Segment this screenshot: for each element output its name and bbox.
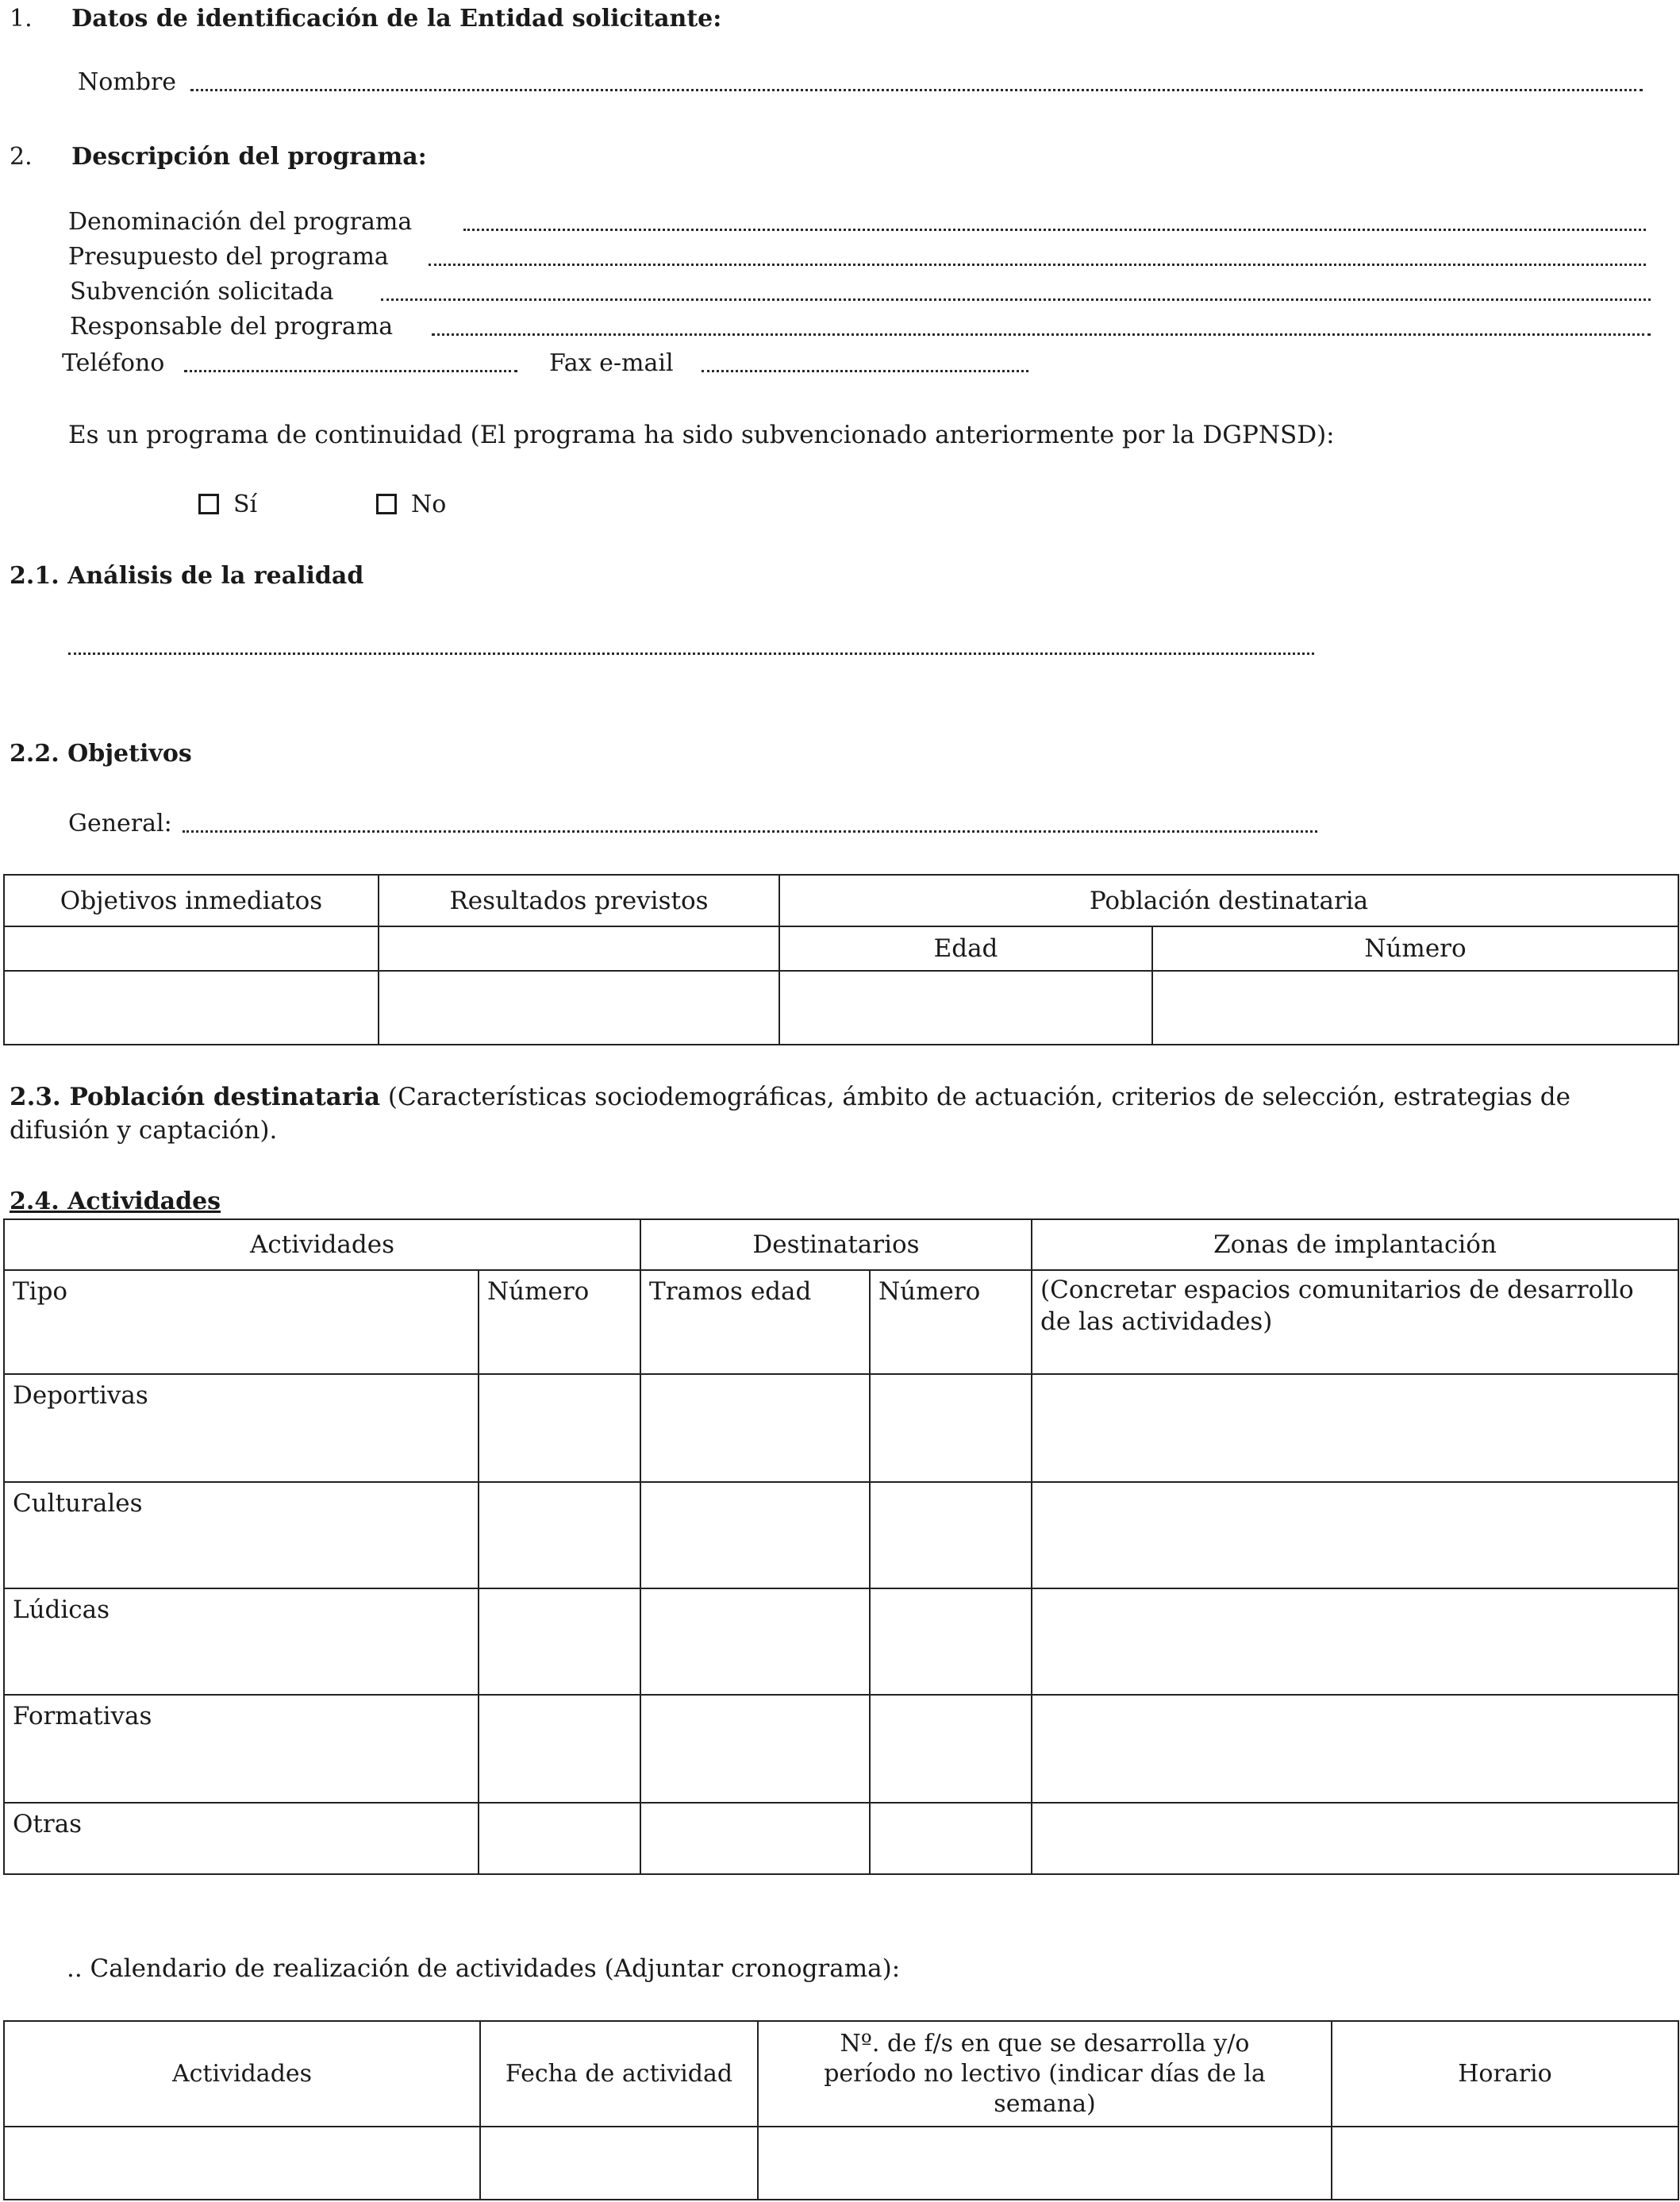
general-field[interactable]	[183, 830, 1317, 833]
subheader-numero: Número	[1152, 926, 1678, 971]
calendario-table	[3, 2020, 1679, 2200]
nombre-field[interactable]	[190, 89, 1643, 91]
telefono-field[interactable]	[184, 370, 517, 372]
section-2-2-title: 2.2. Objetivos	[10, 740, 192, 768]
header-numero-fs: Nº. de f/s en que se desarrolla y/o período no lectivo (indicar días de la semana)	[758, 2021, 1332, 2127]
section-2-3-line1	[10, 1083, 1570, 1111]
section-2-4-title: 2.4. Actividades	[10, 1188, 221, 1215]
section-2-3-text: (Características sociodemográficas, ámbito de actuación, criterios de selección, estrategias de	[387, 1083, 1570, 1111]
header-objetivos-inmediatos: Objetivos inmediatos	[4, 875, 379, 926]
presupuesto-label: Presupuesto del programa	[68, 243, 389, 271]
fax-email-field[interactable]	[702, 370, 1028, 372]
table-cell[interactable]	[870, 1803, 1032, 1874]
option-no[interactable]	[376, 491, 446, 518]
objetivos-table	[3, 874, 1679, 1045]
table-cell[interactable]	[1032, 1588, 1678, 1695]
table-cell[interactable]	[480, 2127, 758, 2200]
header-actividades: Actividades	[4, 1219, 640, 1270]
row-label-ludicas: Lúdicas	[4, 1588, 479, 1695]
subheader-numero: Número	[479, 1270, 640, 1374]
actividades-table	[3, 1218, 1679, 1875]
table-cell[interactable]	[758, 2127, 1332, 2200]
section-number: 2.	[10, 143, 33, 171]
header-resultados-previstos: Resultados previstos	[379, 875, 779, 926]
section-2-3-title: 2.3. Población destinataria	[10, 1083, 381, 1111]
telefono-label: Teléfono	[62, 349, 165, 377]
table-cell[interactable]	[779, 971, 1152, 1045]
general-label: General:	[68, 810, 172, 837]
nombre-label: Nombre	[78, 68, 177, 96]
subheader-zonas-note: (Concretar espacios comunitarios de desarrollo de las actividades)	[1032, 1270, 1678, 1374]
table-cell[interactable]	[1032, 1374, 1678, 1482]
header-fecha-actividad: Fecha de actividad	[480, 2021, 758, 2127]
table-cell[interactable]	[1032, 1482, 1678, 1588]
option-si-label: Sí	[233, 491, 258, 518]
subheader-tramos-edad: Tramos edad	[640, 1270, 870, 1374]
section-2-1-title: 2.1. Análisis de la realidad	[10, 562, 364, 590]
table-cell[interactable]	[1032, 1695, 1678, 1803]
calendario-title: .. Calendario de realización de actividades (Adjuntar cronograma):	[67, 1954, 901, 1983]
option-si[interactable]	[198, 491, 257, 518]
table-cell[interactable]	[640, 1803, 870, 1874]
section-2-heading	[10, 143, 427, 171]
row-label-formativas: Formativas	[4, 1695, 479, 1803]
denominacion-label: Denominación del programa	[68, 208, 413, 236]
header-horario: Horario	[1332, 2021, 1678, 2127]
row-label-otras: Otras	[4, 1803, 479, 1874]
table-cell[interactable]	[640, 1482, 870, 1588]
table-cell[interactable]	[4, 2127, 480, 2200]
table-cell[interactable]	[640, 1695, 870, 1803]
fax-email-label: Fax e-mail	[549, 349, 674, 377]
subheader-tipo: Tipo	[4, 1270, 479, 1374]
row-label-deportivas: Deportivas	[4, 1374, 479, 1482]
table-cell[interactable]	[1152, 971, 1678, 1045]
table-cell[interactable]	[479, 1803, 640, 1874]
header-actividades: Actividades	[4, 2021, 480, 2127]
header-zonas: Zonas de implantación	[1032, 1219, 1678, 1270]
table-cell[interactable]	[870, 1588, 1032, 1695]
table-cell[interactable]	[640, 1588, 870, 1695]
table-cell[interactable]	[4, 971, 379, 1045]
checkbox-no[interactable]	[376, 494, 397, 514]
denominacion-field[interactable]	[463, 229, 1646, 231]
table-cell[interactable]	[870, 1695, 1032, 1803]
responsable-label: Responsable del programa	[70, 313, 394, 341]
table-cell[interactable]	[1332, 2127, 1678, 2200]
subvencion-label: Subvención solicitada	[70, 278, 334, 306]
analisis-field[interactable]	[68, 653, 1314, 655]
header-destinatarios: Destinatarios	[640, 1219, 1032, 1270]
section-number: 1.	[10, 5, 33, 33]
table-cell[interactable]	[479, 1695, 640, 1803]
row-label-culturales: Culturales	[4, 1482, 479, 1588]
responsable-field[interactable]	[432, 333, 1651, 336]
table-cell[interactable]	[379, 926, 779, 971]
subheader-numero-destinatarios: Número	[870, 1270, 1032, 1374]
table-cell[interactable]	[870, 1482, 1032, 1588]
checkbox-si[interactable]	[198, 494, 219, 514]
table-cell[interactable]	[479, 1588, 640, 1695]
continuidad-question: Es un programa de continuidad (El programa ha sido subvencionado anteriormente por la DGPNSD):	[68, 421, 1335, 449]
subvencion-field[interactable]	[381, 298, 1651, 301]
section-1-heading	[10, 5, 721, 33]
section-title: Datos de identificación de la Entidad solicitante:	[71, 5, 722, 33]
header-poblacion-destinataria: Población destinataria	[779, 875, 1678, 926]
table-cell[interactable]	[379, 971, 779, 1045]
table-cell[interactable]	[479, 1374, 640, 1482]
table-cell[interactable]	[479, 1482, 640, 1588]
table-cell[interactable]	[870, 1374, 1032, 1482]
section-2-3-line2: difusión y captación).	[10, 1116, 278, 1145]
section-title: Descripción del programa:	[71, 143, 427, 171]
table-cell[interactable]	[640, 1374, 870, 1482]
table-cell[interactable]	[1032, 1803, 1678, 1874]
subheader-edad: Edad	[779, 926, 1152, 971]
option-no-label: No	[411, 491, 447, 518]
table-cell[interactable]	[4, 926, 379, 971]
presupuesto-field[interactable]	[429, 264, 1646, 266]
